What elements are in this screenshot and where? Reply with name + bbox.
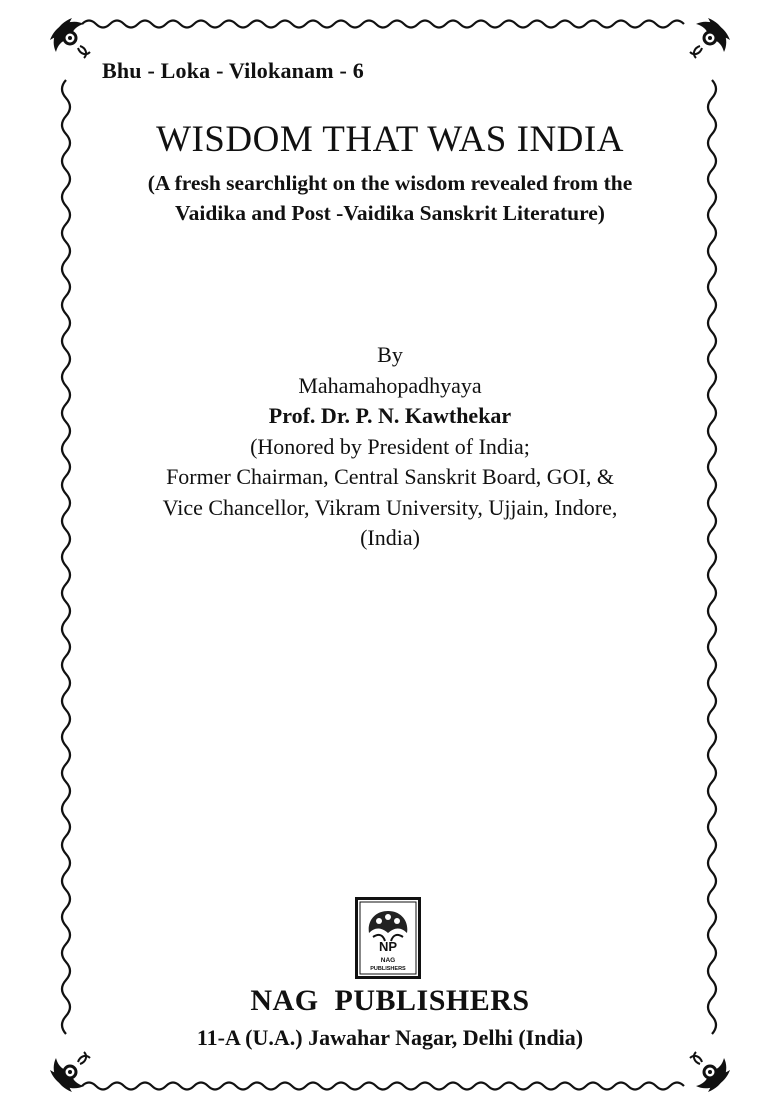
publisher-name: NAG PUBLISHERS (250, 984, 530, 1017)
border-top (82, 21, 684, 28)
book-title: WISDOM THAT WAS INDIA (156, 119, 624, 160)
corner-ornament-top-left (50, 18, 90, 58)
corner-ornament-top-right (690, 18, 730, 58)
subtitle-line: Vaidika and Post -Vaidika Sanskrit Literature) (175, 201, 605, 225)
byline (0, 340, 780, 554)
publisher-logo (355, 897, 421, 979)
by-label: By (377, 342, 403, 367)
author-name: Prof. Dr. P. N. Kawthekar (268, 403, 512, 428)
logo-monogram: NP (378, 939, 398, 954)
corner-ornament-bottom-left (50, 1052, 90, 1092)
publisher-address: 11-A (U.A.) Jawahar Nagar, Delhi (India) (196, 1025, 584, 1050)
border-bottom (82, 1083, 684, 1090)
book-subtitle (0, 168, 780, 228)
series-label: Bhu - Loka - Vilokanam - 6 (102, 58, 364, 83)
author-credential-line: (Honored by President of India; (250, 433, 530, 459)
logo-caption: PUBLISHERS (370, 966, 406, 972)
author-honorific: Mahamahopadhyaya (298, 372, 482, 398)
author-credential-line: Vice Chancellor, Vikram University, Ujjain, Indore, (162, 494, 618, 520)
logo-caption: NAG (380, 957, 396, 964)
subtitle-line: (A fresh searchlight on the wisdom revealed from the (147, 171, 633, 195)
author-credential-line: (India) (360, 525, 420, 550)
author-credential-line: Former Chairman, Central Sanskrit Board, GOI, & (166, 464, 614, 489)
corner-ornament-bottom-right (690, 1052, 730, 1092)
